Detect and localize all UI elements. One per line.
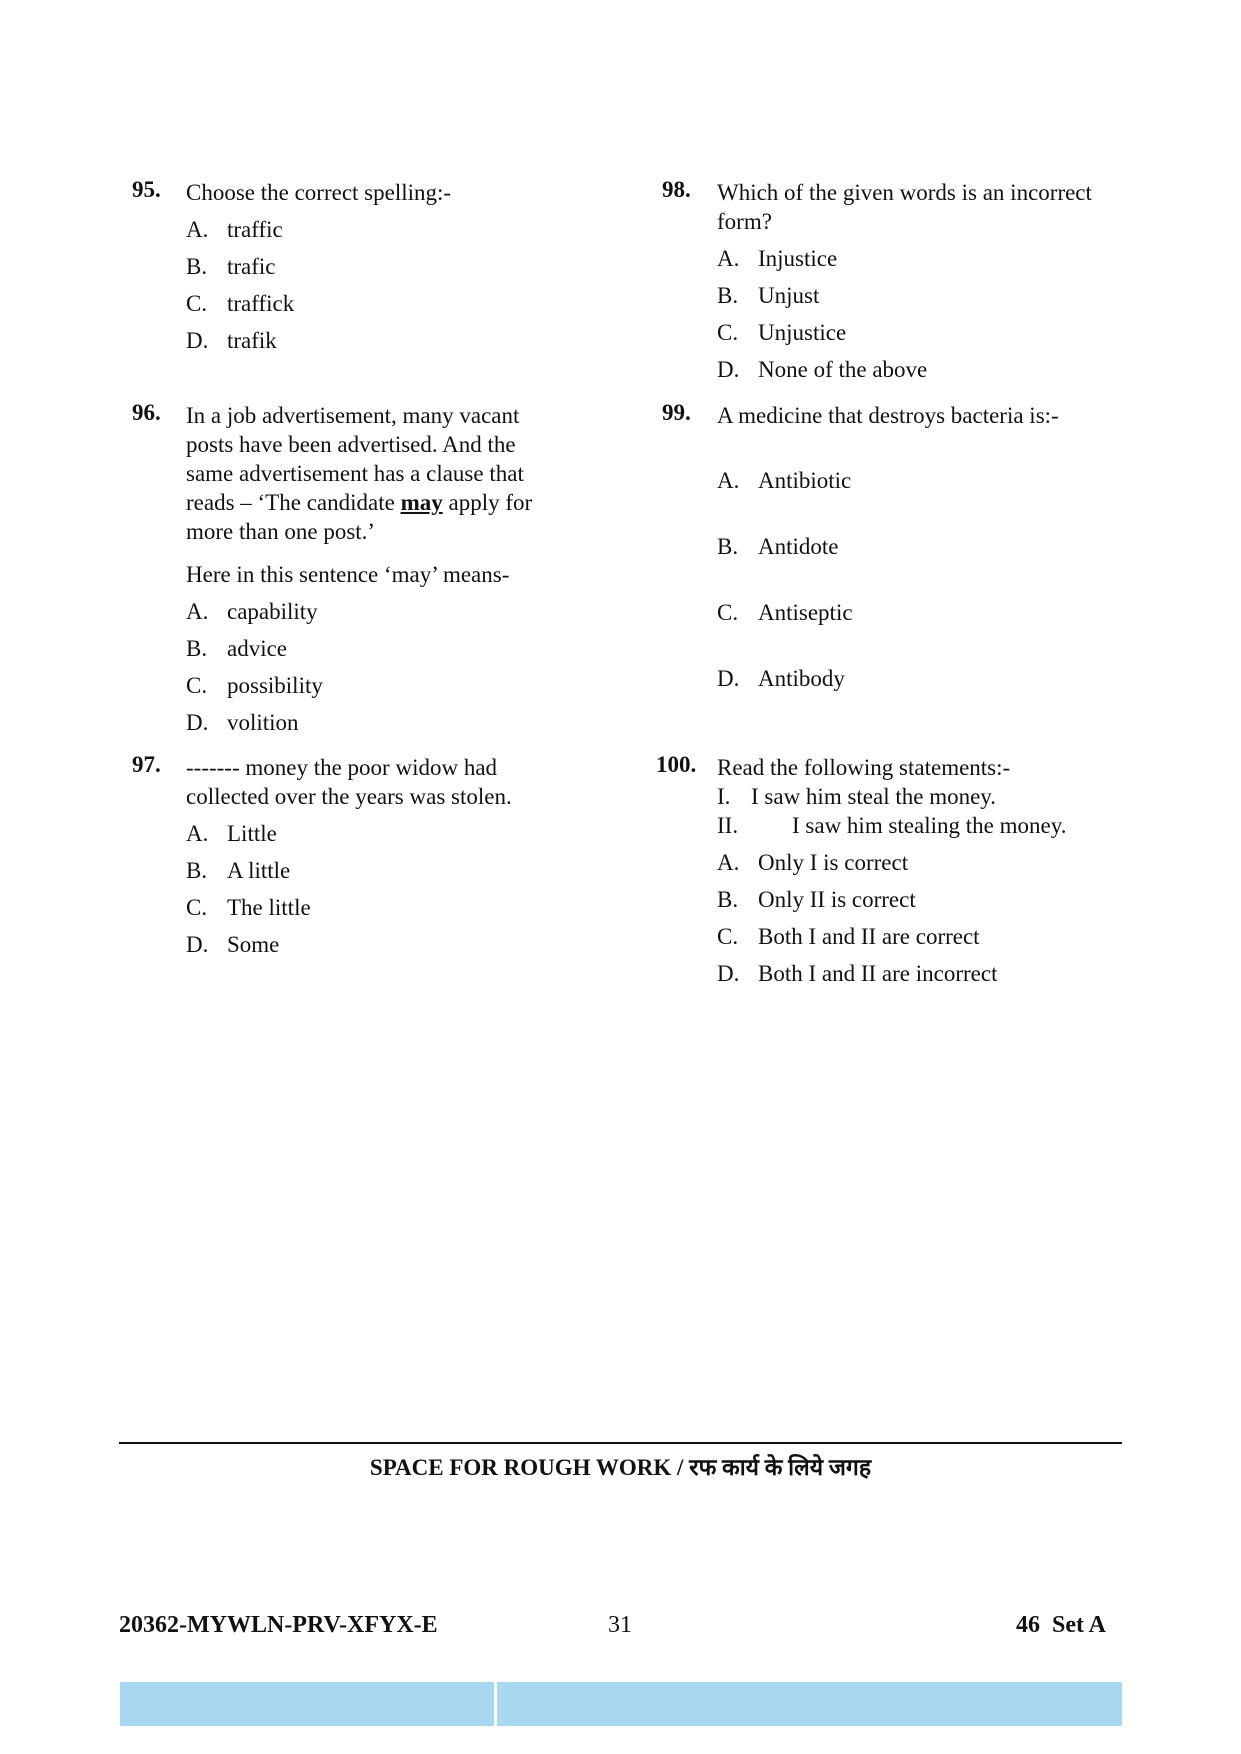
rough-work-divider <box>119 1442 1122 1444</box>
bottom-bar-right <box>497 1682 1122 1726</box>
paper-code: 20362-MYWLN-PRV-XFYX-E <box>119 1612 438 1638</box>
option-c[interactable]: C. Unjustice <box>717 320 847 345</box>
question-subtext: Here in this sentence ‘may’ means- <box>186 562 510 587</box>
underlined-word: may <box>400 490 443 515</box>
option-d[interactable]: D. None of the above <box>717 357 928 382</box>
option-b[interactable]: B. trafic <box>186 254 276 279</box>
question-number: 95. <box>132 177 161 202</box>
option-a[interactable]: A. Little <box>186 821 277 846</box>
option-d[interactable]: D. Some <box>186 932 280 957</box>
option-a[interactable]: A. capability <box>186 599 318 624</box>
question-text: In a job advertisement, many vacant posts have been advertised. And the same advertisement has a clause that reads – ‘The candidate may apply for more than one post.’ <box>186 403 533 544</box>
question-number: 98. <box>662 177 691 202</box>
page-number: 31 <box>608 1612 632 1638</box>
option-c[interactable]: C. Antiseptic <box>717 600 853 625</box>
bottom-bar-left <box>120 1682 494 1726</box>
question-text: ------- money the poor widow had collected over the years was stolen. <box>186 755 512 809</box>
statement-1: I. I saw him steal the money. <box>717 784 997 809</box>
question-number: 97. <box>132 752 161 777</box>
option-d[interactable]: D. trafik <box>186 328 277 353</box>
option-d[interactable]: D. Antibody <box>717 666 845 691</box>
question-text: Choose the correct spelling:- <box>186 180 452 205</box>
question-number: 96. <box>132 400 161 425</box>
option-b[interactable]: B. Unjust <box>717 283 820 308</box>
question-text: Read the following statements:- <box>717 755 1011 780</box>
question-text: A medicine that destroys bacteria is:- <box>717 403 1059 428</box>
rough-work-heading: SPACE FOR ROUGH WORK / रफ कार्य के लिये जगह <box>369 1455 872 1480</box>
option-d[interactable]: D. Both I and II are incorrect <box>717 961 998 986</box>
set-label: 46 Set A <box>1016 1612 1106 1638</box>
option-c[interactable]: C. traffick <box>186 291 295 316</box>
option-d[interactable]: D. volition <box>186 710 299 735</box>
question-number: 100. <box>656 752 697 777</box>
option-b[interactable]: B. Antidote <box>717 534 839 559</box>
question-text: Which of the given words is an incorrect form? <box>717 180 1092 234</box>
option-b[interactable]: B. advice <box>186 636 288 661</box>
option-c[interactable]: C. Both I and II are correct <box>717 924 980 949</box>
statement-2: II. I saw him stealing the money. <box>717 813 1067 838</box>
option-a[interactable]: A. Injustice <box>717 246 838 271</box>
question-number: 99. <box>662 400 691 425</box>
option-b[interactable]: B. Only II is correct <box>717 887 916 912</box>
option-a[interactable]: A. traffic <box>186 217 283 242</box>
option-c[interactable]: C. possibility <box>186 673 323 698</box>
option-c[interactable]: C. The little <box>186 895 311 920</box>
option-a[interactable]: A. Only I is correct <box>717 850 909 875</box>
option-b[interactable]: B. A little <box>186 858 291 883</box>
option-a[interactable]: A. Antibiotic <box>717 468 852 493</box>
